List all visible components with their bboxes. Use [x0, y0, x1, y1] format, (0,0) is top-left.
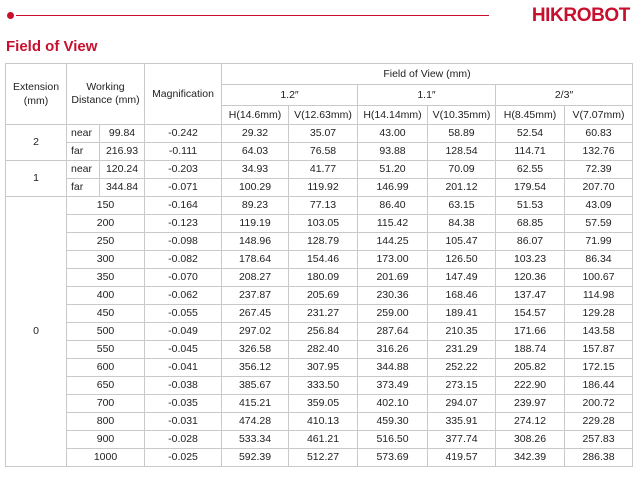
fov-cell: 43.00: [358, 125, 428, 143]
fov-cell: 126.50: [428, 251, 496, 269]
fov-cell: 128.54: [428, 143, 496, 161]
fov-cell: 252.22: [428, 359, 496, 377]
fov-cell: 307.95: [289, 359, 358, 377]
header-sub: H(8.45mm): [496, 106, 565, 125]
fov-cell: 114.98: [565, 287, 633, 305]
fov-cell: 60.83: [565, 125, 633, 143]
magnification-cell: -0.123: [145, 215, 222, 233]
table-row: [6, 323, 633, 341]
fov-cell: 533.34: [222, 431, 289, 449]
working-distance-cell: 200: [67, 215, 145, 233]
fov-cell: 297.02: [222, 323, 289, 341]
fov-cell: 137.47: [496, 287, 565, 305]
fov-cell: 231.27: [289, 305, 358, 323]
table-row: [6, 233, 633, 251]
table-row: [6, 305, 633, 323]
table-row: [6, 143, 633, 161]
fov-cell: 100.67: [565, 269, 633, 287]
fov-cell: 172.15: [565, 359, 633, 377]
header-sub: V(12.63mm): [289, 106, 358, 125]
magnification-cell: -0.164: [145, 197, 222, 215]
magnification-cell: -0.025: [145, 449, 222, 467]
fov-cell: 132.76: [565, 143, 633, 161]
fov-cell: 100.29: [222, 179, 289, 197]
logo-robot: ROBOT: [563, 5, 630, 26]
hikrobot-logo: [532, 5, 630, 27]
fov-cell: 179.54: [496, 179, 565, 197]
accent-line: [16, 15, 489, 16]
fov-cell: 516.50: [358, 431, 428, 449]
fov-cell: 274.12: [496, 413, 565, 431]
fov-cell: 148.96: [222, 233, 289, 251]
working-distance-cell: 99.84: [100, 125, 145, 143]
table-row: [6, 341, 633, 359]
fov-cell: 119.19: [222, 215, 289, 233]
working-distance-cell: 450: [67, 305, 145, 323]
fov-cell: 103.23: [496, 251, 565, 269]
header-sub: V(7.07mm): [565, 106, 633, 125]
magnification-cell: -0.070: [145, 269, 222, 287]
fov-cell: 377.74: [428, 431, 496, 449]
fov-cell: 208.27: [222, 269, 289, 287]
fov-cell: 70.09: [428, 161, 496, 179]
fov-cell: 154.46: [289, 251, 358, 269]
fov-cell: 512.27: [289, 449, 358, 467]
fov-cell: 207.70: [565, 179, 633, 197]
fov-cell: 267.45: [222, 305, 289, 323]
extension-cell: 1: [6, 161, 67, 197]
page-title: Field of View: [6, 38, 98, 55]
working-distance-cell: 500: [67, 323, 145, 341]
magnification-cell: -0.041: [145, 359, 222, 377]
working-distance-cell: 600: [67, 359, 145, 377]
working-distance-cell: 250: [67, 233, 145, 251]
fov-cell: 58.89: [428, 125, 496, 143]
fov-cell: 573.69: [358, 449, 428, 467]
fov-cell: 231.29: [428, 341, 496, 359]
table-row: [6, 179, 633, 197]
table-row: [6, 395, 633, 413]
fov-cell: 86.07: [496, 233, 565, 251]
position-cell: far: [67, 179, 100, 197]
fov-cell: 239.97: [496, 395, 565, 413]
fov-cell: 51.53: [496, 197, 565, 215]
working-distance-cell: 300: [67, 251, 145, 269]
fov-cell: 105.47: [428, 233, 496, 251]
fov-cell: 259.00: [358, 305, 428, 323]
fov-cell: 43.09: [565, 197, 633, 215]
fov-cell: 256.84: [289, 323, 358, 341]
header-extension: Extension (mm): [6, 64, 67, 125]
fov-cell: 157.87: [565, 341, 633, 359]
fov-cell: 474.28: [222, 413, 289, 431]
fov-cell: 129.28: [565, 305, 633, 323]
magnification-cell: -0.071: [145, 179, 222, 197]
fov-cell: 222.90: [496, 377, 565, 395]
working-distance-cell: 1000: [67, 449, 145, 467]
fov-cell: 173.00: [358, 251, 428, 269]
header-working-distance: Working Distance (mm): [67, 64, 145, 125]
fov-cell: 344.88: [358, 359, 428, 377]
magnification-cell: -0.049: [145, 323, 222, 341]
extension-cell: 0: [6, 197, 67, 467]
working-distance-cell: 120.24: [100, 161, 145, 179]
table-row: [6, 161, 633, 179]
fov-cell: 52.54: [496, 125, 565, 143]
working-distance-cell: 400: [67, 287, 145, 305]
table-row: [6, 215, 633, 233]
fov-cell: 402.10: [358, 395, 428, 413]
fov-cell: 115.42: [358, 215, 428, 233]
fov-cell: 201.69: [358, 269, 428, 287]
fov-cell: 34.93: [222, 161, 289, 179]
fov-cell: 68.85: [496, 215, 565, 233]
fov-cell: 77.13: [289, 197, 358, 215]
fov-cell: 57.59: [565, 215, 633, 233]
header-magnification: Magnification: [145, 64, 222, 125]
working-distance-cell: 650: [67, 377, 145, 395]
fov-cell: 71.99: [565, 233, 633, 251]
working-distance-cell: 216.93: [100, 143, 145, 161]
fov-cell: 103.05: [289, 215, 358, 233]
fov-cell: 201.12: [428, 179, 496, 197]
header-sub: V(10.35mm): [428, 106, 496, 125]
fov-cell: 373.49: [358, 377, 428, 395]
table-body: [6, 125, 633, 467]
fov-cell: 29.32: [222, 125, 289, 143]
fov-cell: 230.36: [358, 287, 428, 305]
magnification-cell: -0.038: [145, 377, 222, 395]
fov-table: [5, 63, 633, 467]
fov-cell: 286.38: [565, 449, 633, 467]
fov-cell: 86.34: [565, 251, 633, 269]
working-distance-cell: 550: [67, 341, 145, 359]
fov-cell: 592.39: [222, 449, 289, 467]
magnification-cell: -0.242: [145, 125, 222, 143]
position-cell: near: [67, 125, 100, 143]
fov-cell: 294.07: [428, 395, 496, 413]
table-row: [6, 413, 633, 431]
fov-cell: 210.35: [428, 323, 496, 341]
header-bar: [0, 0, 640, 34]
fov-cell: 308.26: [496, 431, 565, 449]
fov-cell: 63.15: [428, 197, 496, 215]
working-distance-cell: 800: [67, 413, 145, 431]
table-row: [6, 431, 633, 449]
fov-cell: 257.83: [565, 431, 633, 449]
table-row: [6, 197, 633, 215]
fov-cell: 35.07: [289, 125, 358, 143]
fov-cell: 119.92: [289, 179, 358, 197]
fov-cell: 415.21: [222, 395, 289, 413]
fov-cell: 188.74: [496, 341, 565, 359]
fov-cell: 333.50: [289, 377, 358, 395]
fov-cell: 76.58: [289, 143, 358, 161]
magnification-cell: -0.111: [145, 143, 222, 161]
fov-cell: 287.64: [358, 323, 428, 341]
table-row: [6, 449, 633, 467]
fov-cell: 86.40: [358, 197, 428, 215]
fov-cell: 205.69: [289, 287, 358, 305]
magnification-cell: -0.098: [145, 233, 222, 251]
fov-cell: 168.46: [428, 287, 496, 305]
fov-cell: 273.15: [428, 377, 496, 395]
fov-cell: 316.26: [358, 341, 428, 359]
fov-cell: 154.57: [496, 305, 565, 323]
header-sub: H(14.14mm): [358, 106, 428, 125]
fov-cell: 237.87: [222, 287, 289, 305]
fov-cell: 385.67: [222, 377, 289, 395]
fov-cell: 143.58: [565, 323, 633, 341]
fov-cell: 72.39: [565, 161, 633, 179]
fov-cell: 84.38: [428, 215, 496, 233]
fov-cell: 335.91: [428, 413, 496, 431]
fov-cell: 120.36: [496, 269, 565, 287]
fov-cell: 189.41: [428, 305, 496, 323]
logo-hik: HIK: [531, 5, 564, 26]
magnification-cell: -0.203: [145, 161, 222, 179]
extension-cell: 2: [6, 125, 67, 161]
fov-cell: 93.88: [358, 143, 428, 161]
fov-cell: 147.49: [428, 269, 496, 287]
table-row: [6, 251, 633, 269]
working-distance-cell: 700: [67, 395, 145, 413]
fov-cell: 62.55: [496, 161, 565, 179]
fov-cell: 282.40: [289, 341, 358, 359]
fov-cell: 229.28: [565, 413, 633, 431]
magnification-cell: -0.031: [145, 413, 222, 431]
fov-cell: 178.64: [222, 251, 289, 269]
fov-cell: 180.09: [289, 269, 358, 287]
working-distance-cell: 150: [67, 197, 145, 215]
fov-cell: 51.20: [358, 161, 428, 179]
fov-cell: 410.13: [289, 413, 358, 431]
position-cell: far: [67, 143, 100, 161]
fov-cell: 200.72: [565, 395, 633, 413]
fov-cell: 356.12: [222, 359, 289, 377]
fov-cell: 64.03: [222, 143, 289, 161]
magnification-cell: -0.082: [145, 251, 222, 269]
table-row: [6, 377, 633, 395]
magnification-cell: -0.055: [145, 305, 222, 323]
magnification-cell: -0.028: [145, 431, 222, 449]
header-format-2: 1.1″: [358, 85, 496, 106]
table-row: [6, 359, 633, 377]
table-row: [6, 287, 633, 305]
position-cell: near: [67, 161, 100, 179]
magnification-cell: -0.035: [145, 395, 222, 413]
fov-cell: 359.05: [289, 395, 358, 413]
header-format-3: 2/3″: [496, 85, 633, 106]
accent-dot: [7, 12, 14, 19]
header-fov: Field of View (mm): [222, 64, 633, 85]
fov-cell: 128.79: [289, 233, 358, 251]
fov-cell: 205.82: [496, 359, 565, 377]
fov-cell: 114.71: [496, 143, 565, 161]
fov-cell: 186.44: [565, 377, 633, 395]
table-row: [6, 125, 633, 143]
fov-cell: 171.66: [496, 323, 565, 341]
fov-cell: 461.21: [289, 431, 358, 449]
table-row: [6, 269, 633, 287]
fov-cell: 41.77: [289, 161, 358, 179]
fov-cell: 342.39: [496, 449, 565, 467]
fov-cell: 326.58: [222, 341, 289, 359]
fov-cell: 144.25: [358, 233, 428, 251]
header-sub: H(14.6mm): [222, 106, 289, 125]
fov-cell: 459.30: [358, 413, 428, 431]
fov-cell: 146.99: [358, 179, 428, 197]
working-distance-cell: 350: [67, 269, 145, 287]
magnification-cell: -0.062: [145, 287, 222, 305]
working-distance-cell: 900: [67, 431, 145, 449]
magnification-cell: -0.045: [145, 341, 222, 359]
working-distance-cell: 344.84: [100, 179, 145, 197]
header-format-1: 1.2″: [222, 85, 358, 106]
fov-cell: 89.23: [222, 197, 289, 215]
fov-cell: 419.57: [428, 449, 496, 467]
